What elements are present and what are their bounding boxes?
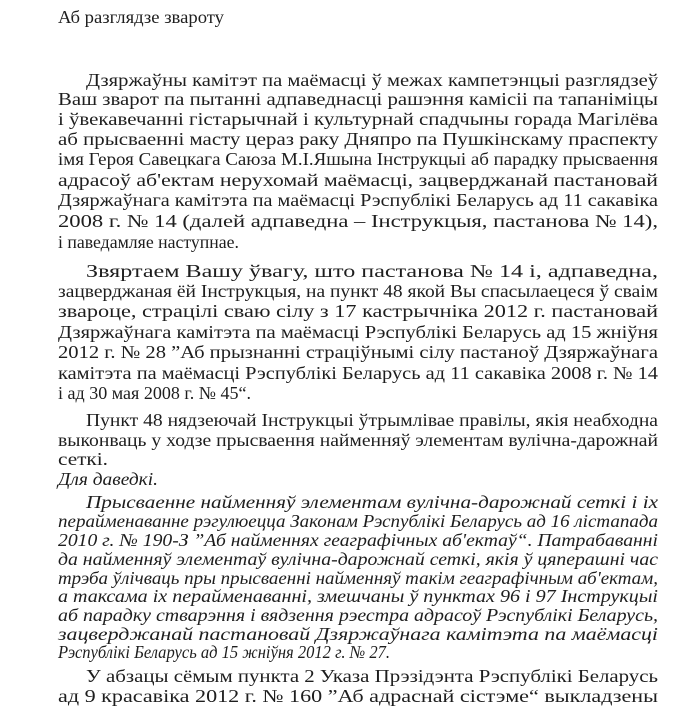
reference-paragraph-line: да найменняў элементаў вулічна-дарожнай сеткі, якія ў цяперашні час (58, 549, 658, 569)
paragraph-1-line: Дзяржаўны камітэт па маёмасці ў межах кампетэнцыі разглядзеў (86, 70, 658, 90)
reference-paragraph-line: перайменаванне рэгулюецца Законам Рэспублікі Беларусь ад 16 лістапада (58, 511, 658, 531)
paragraph-3-line: сеткі. (58, 449, 108, 469)
paragraph-3-line: Пункт 48 нядзеючай Інструкцыі ўтрымлівае правілы, якія неабходна (86, 410, 659, 430)
paragraph-1-line: і ўвекавечанні гістарычнай і культурнай спадчыны горада Магілёва (58, 109, 658, 129)
paragraph-1-line: Дзяржаўнага камітэта па маёмасці Рэспублікі Беларусь ад 11 сакавіка (58, 190, 658, 210)
reference-paragraph-line: Прысваенне найменняў элементам вулічна-дарожнай сеткі і іх (86, 492, 658, 512)
paragraph-2-line: Дзяржаўнага камітэта па маёмасці Рэспублікі Беларусь ад 15 жніўня (58, 322, 658, 342)
paragraph-2-line: і ад 30 мая 2008 г. № 45“. (58, 383, 251, 403)
paragraph-1-line: аб прысваенні масту цераз раку Дняпро па Пушкінскаму праспекту (58, 129, 658, 149)
paragraph-1-line: Ваш зварот па пытанні адпаведнасці рашэння камісіі па тапаніміцы (58, 89, 658, 109)
paragraph-2-line: 2012 г. № 28 ”Аб прызнанні страціўнымі сілу пастаноў Дзяржаўнага (58, 342, 658, 362)
reference-paragraph-line: Рэспублікі Беларусь ад 15 жніўня 2012 г. № 27. (58, 642, 390, 662)
paragraph-2-line: звароце, страцілі сваю сілу з 17 кастрычніка 2012 г. пастановай (58, 301, 658, 321)
reference-paragraph-line: зацверджанай пастановай Дзяржаўнага камітэта па маёмасці (58, 624, 658, 644)
paragraph-4-line: У абзацы сёмым пункта 2 Указа Прэзідэнта Рэспублікі Беларусь (86, 666, 658, 686)
reference-paragraph-line: трэба ўлічваць пры прысваенні найменняў такім геаграфічным аб'ектам, (58, 568, 658, 588)
reference-paragraph-line: 2010 г. № 190-З ”Аб найменнях геаграфічных аб'ектаў“. Патрабаванні (58, 530, 658, 550)
paragraph-1-line: імя Героя Савецкага Саюза М.І.Яшына Інструкцыі аб парадку прысваення (58, 149, 658, 169)
document-heading: Аб разглядзе звароту (58, 7, 225, 27)
paragraph-1-line: і паведамляе наступнае. (58, 232, 239, 252)
reference-paragraph-line: а таксама іх перайменаванні, змешчаны ў пунктах 96 і 97 Інструкцыі (58, 586, 658, 606)
paragraph-2-line: зацверджаная ёй Інструкцыя, на пункт 48 якой Вы спасылаецеся ў сваім (58, 281, 658, 301)
paragraph-1-line: адрасоў аб'ектам нерухомай маёмасці, зацверджанай пастановай (58, 170, 658, 190)
paragraph-4-line: ад 9 красавіка 2012 г. № 160 ”Аб адраснай сістэме“ выкладзены (58, 686, 658, 706)
paragraph-1-line: 2008 г. № 14 (далей адпаведна – Інструкцыя, пастанова № 14), (58, 211, 658, 231)
reference-paragraph-line: аб парадку стварэння і вядзення рэестра адрасоў Рэспублікі Беларусь, (58, 605, 658, 625)
paragraph-2-line: Звяртаем Вашу ўвагу, што пастанова № 14 і, адпаведна, (86, 261, 658, 281)
paragraph-3-line: выконваць у ходзе прысваення найменняў элементам вулічна-дарожнай (58, 430, 658, 450)
reference-label: Для даведкі. (58, 469, 158, 489)
paragraph-2-line: камітэта па маёмасці Рэспублікі Беларусь ад 11 сакавіка 2008 г. № 14 (58, 363, 658, 383)
